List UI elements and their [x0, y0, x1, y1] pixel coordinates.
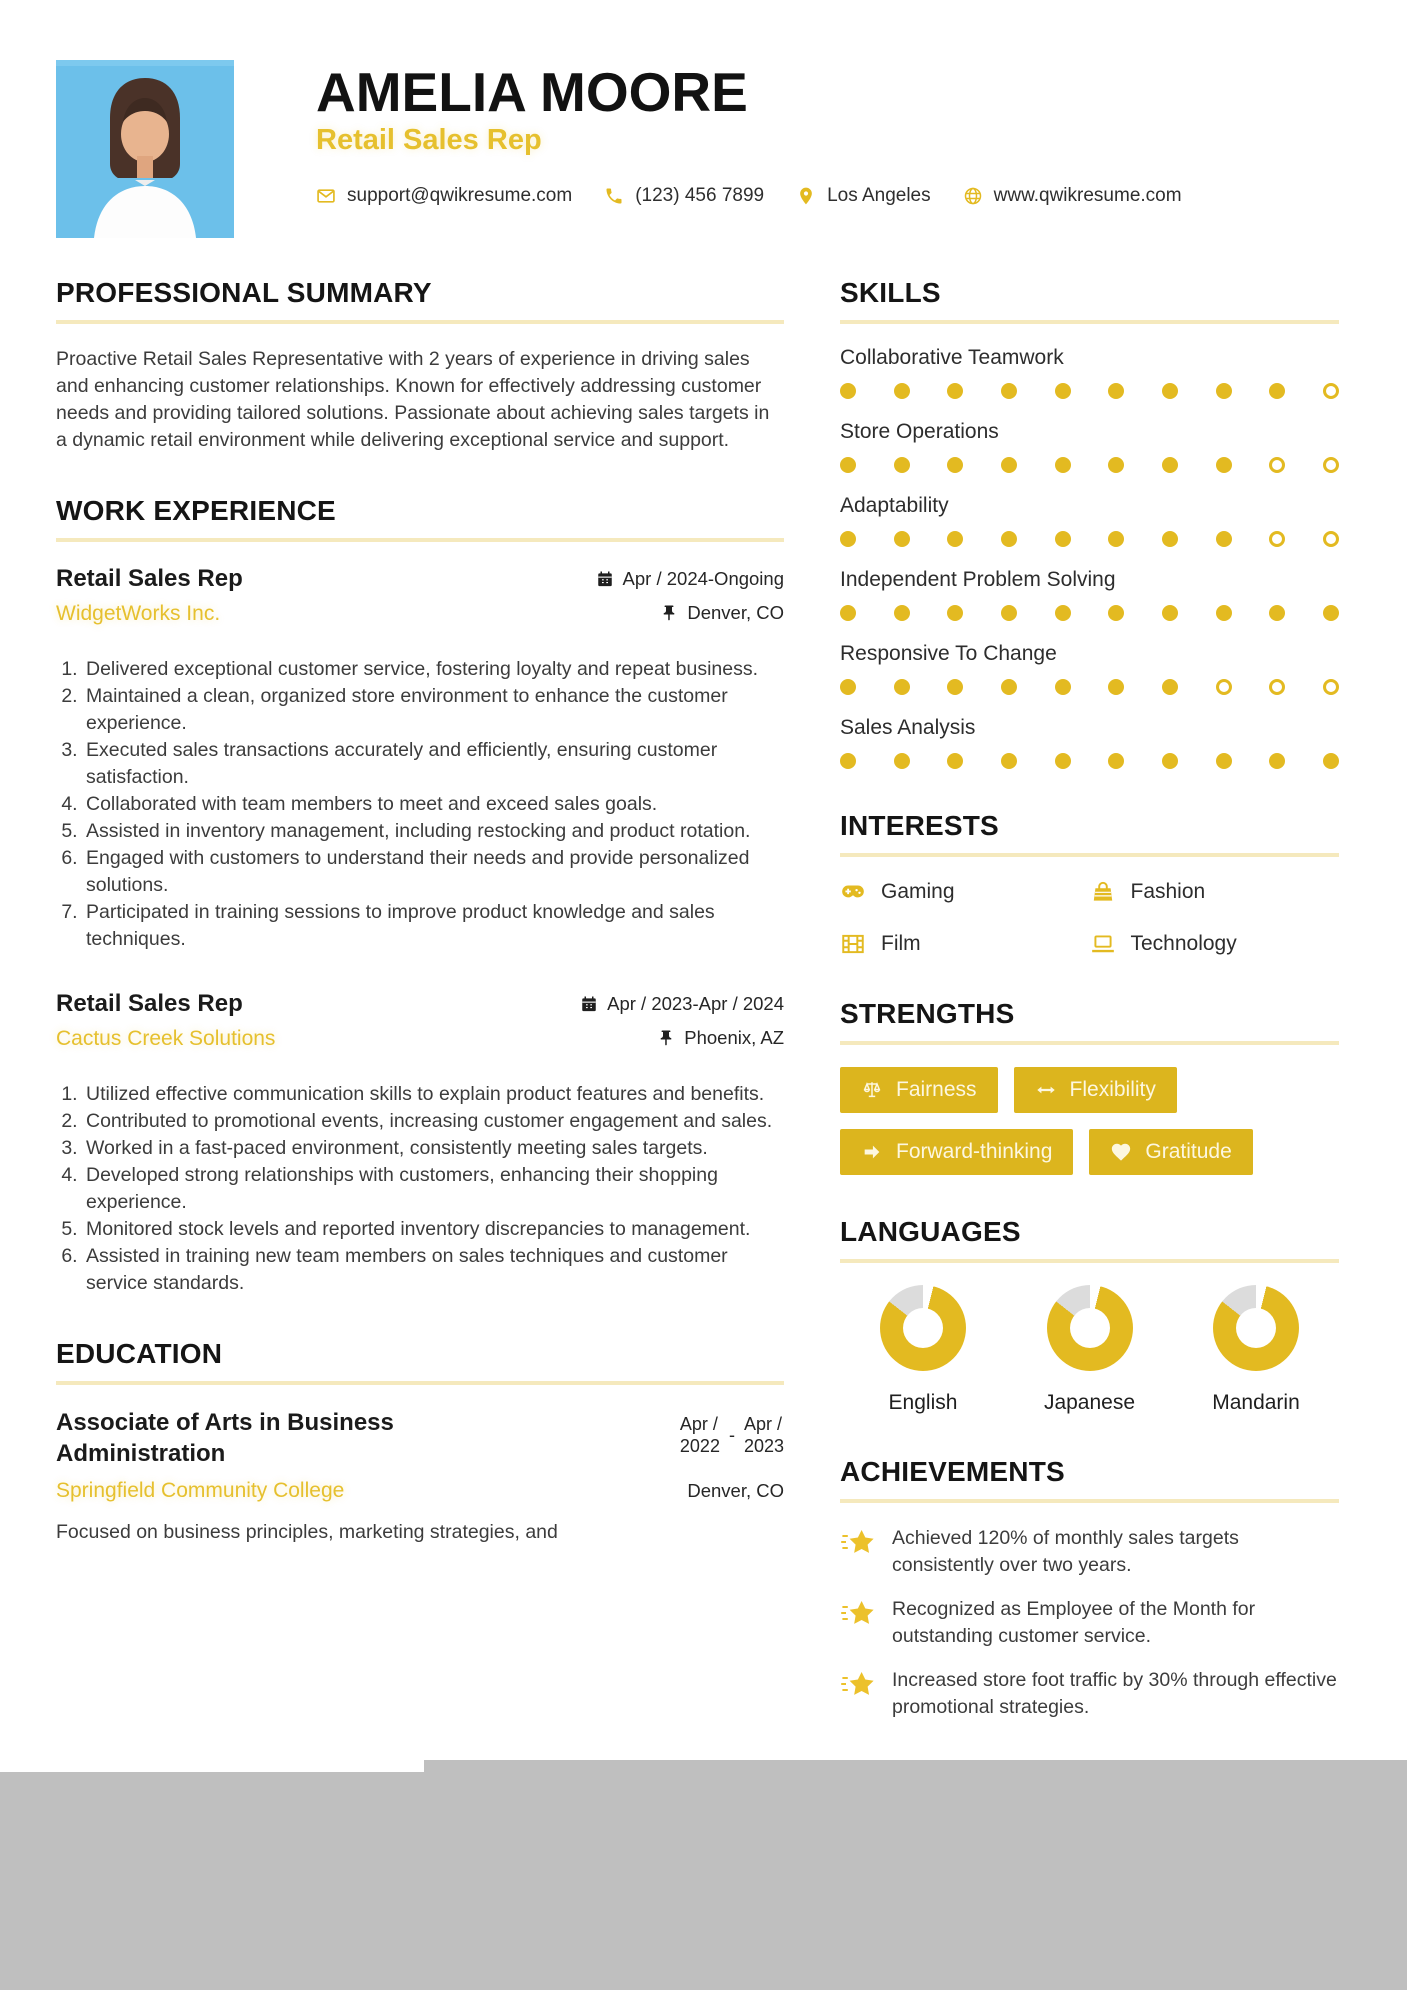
laptop-icon: [1090, 931, 1116, 957]
section-strengths: [840, 999, 1339, 1175]
skill-dot: [1001, 457, 1017, 473]
skill-dot: [1269, 753, 1285, 769]
section-title: SKILLS: [840, 277, 941, 308]
skill-item: [840, 346, 1339, 399]
page-cutoff-strip: [424, 1760, 1407, 1773]
job-date: [596, 568, 784, 590]
skill-dot: [894, 753, 910, 769]
skill-name: Collaborative Teamwork: [840, 346, 1064, 369]
skill-dot: [894, 531, 910, 547]
job-date: [580, 993, 784, 1015]
skill-dot: [1162, 383, 1178, 399]
skill-dot: [1216, 383, 1232, 399]
job-bullet: 2. Contributed to promotional events, increasing customer engagement and sales.: [83, 1108, 784, 1135]
skill-dot: [894, 605, 910, 621]
skill-item: [840, 420, 1339, 473]
skill-dot: [1108, 531, 1124, 547]
language-item: [848, 1285, 998, 1415]
skill-dot: [1269, 531, 1285, 547]
interest-list: [840, 879, 1339, 957]
job-list: [56, 564, 784, 1297]
skill-dot: [1162, 605, 1178, 621]
profile-photo: [56, 60, 234, 238]
section-rule: [56, 320, 784, 324]
job-header: [56, 564, 784, 636]
job-location: [580, 1027, 784, 1049]
skill-dot: [1323, 753, 1339, 769]
phone-icon: [604, 186, 624, 206]
contact-item[interactable]: [963, 185, 1182, 207]
section-title: WORK EXPERIENCE: [56, 495, 336, 526]
skill-dots: [840, 753, 1339, 769]
section-title: ACHIEVEMENTS: [840, 1456, 1065, 1487]
strength-badge: [1089, 1129, 1252, 1175]
skill-dots: [840, 531, 1339, 547]
pushpin-icon: [657, 1029, 675, 1047]
job-title-block: [56, 564, 243, 626]
resume-header: [0, 0, 1407, 238]
section-rule: [840, 1259, 1339, 1263]
section-title: PROFESSIONAL SUMMARY: [56, 277, 432, 308]
section-professional-summary: [56, 278, 784, 454]
strength-badge: [840, 1129, 1073, 1175]
section-title: LANGUAGES: [840, 1216, 1021, 1247]
achievement-item: [840, 1525, 1339, 1579]
gamepad-icon: [840, 879, 866, 905]
skill-dot: [1216, 605, 1232, 621]
job-company: Cactus Creek Solutions: [56, 1027, 276, 1050]
contact-item[interactable]: [316, 185, 572, 207]
section-rule: [840, 1041, 1339, 1045]
job-bullet: 5. Assisted in inventory management, including restocking and product rotation.: [83, 818, 784, 845]
education-degree: Associate of Arts in Business Administration: [56, 1409, 394, 1467]
skill-dot: [1269, 679, 1285, 695]
job-date-text: Apr / 2023-Apr / 2024: [607, 993, 784, 1014]
skill-name: Adaptability: [840, 494, 949, 517]
skill-dot: [1001, 679, 1017, 695]
candidate-name: AMELIA MOORE: [316, 61, 748, 123]
section-rule: [840, 853, 1339, 857]
interest-item: [840, 931, 1090, 957]
skill-dot: [1323, 383, 1339, 399]
skill-dot: [1001, 531, 1017, 547]
section-languages: [840, 1217, 1339, 1415]
section-rule: [840, 1499, 1339, 1503]
arrow-right-icon: [861, 1141, 883, 1163]
skill-item: [840, 642, 1339, 695]
skill-dot: [1055, 531, 1071, 547]
skill-dot: [1162, 679, 1178, 695]
globe-icon: [963, 186, 983, 206]
achievement-item: [840, 1596, 1339, 1650]
skill-dot: [1108, 383, 1124, 399]
skill-dot: [1108, 679, 1124, 695]
skill-dots: [840, 457, 1339, 473]
job-bullet: 2. Maintained a clean, organized store environment to enhance the customer experience.: [83, 683, 784, 737]
language-list: [840, 1285, 1339, 1415]
language-item: [1015, 1285, 1165, 1415]
job-title: Retail Sales Rep: [56, 565, 243, 592]
contact-text: support@qwikresume.com: [347, 185, 573, 206]
calendar-icon: [580, 995, 598, 1013]
section-title: EDUCATION: [56, 1338, 223, 1369]
education-location: [660, 1480, 784, 1502]
education-school-row: [56, 1479, 784, 1503]
job-meta: [596, 564, 784, 636]
job-title: Retail Sales Rep: [56, 990, 243, 1017]
job-bullet: 6. Engaged with customers to understand their needs and provide personalized solutions.: [83, 845, 784, 899]
contact-text: (123) 456 7899: [635, 185, 765, 206]
section-education: [56, 1339, 784, 1546]
job-meta: [580, 989, 784, 1061]
skill-dot: [894, 457, 910, 473]
arrows-icon: [1035, 1079, 1057, 1101]
strength-label: Forward-thinking: [896, 1140, 1053, 1163]
job-company: WidgetWorks Inc.: [56, 602, 221, 625]
star-burst-icon: [840, 1527, 876, 1557]
left-column: [56, 278, 784, 1763]
job-bullet: 5. Monitored stock levels and reported inventory discrepancies to management.: [83, 1216, 784, 1243]
achievement-text: Increased store foot traffic by 30% through effective promotional strategies.: [892, 1669, 1337, 1718]
mail-icon: [316, 186, 336, 206]
skill-name: Independent Problem Solving: [840, 568, 1116, 591]
section-achievements: [840, 1457, 1339, 1721]
heart-icon: [1110, 1141, 1132, 1163]
education-date-to: Apr /: [743, 1414, 782, 1434]
skill-dot: [1269, 457, 1285, 473]
location-icon: [796, 186, 816, 206]
job-bullet-list: [56, 656, 784, 953]
profile-photo-illustration: [56, 60, 234, 238]
education-description: Focused on business principles, marketing strategies, and: [56, 1521, 558, 1543]
strength-badge: [1014, 1067, 1177, 1113]
skill-dot: [1216, 679, 1232, 695]
skill-dot: [947, 679, 963, 695]
skill-dot: [1108, 457, 1124, 473]
skill-dot: [1216, 457, 1232, 473]
strength-label: Flexibility: [1069, 1078, 1156, 1101]
interest-label: Fashion: [1130, 880, 1206, 903]
interest-label: Film: [881, 932, 921, 955]
skill-dot: [1269, 605, 1285, 621]
achievement-text: Recognized as Employee of the Month for outstanding customer service.: [892, 1598, 1256, 1647]
contact-text: www.qwikresume.com: [993, 185, 1182, 206]
language-item: [1181, 1285, 1331, 1415]
education-school: Springfield Community College: [56, 1479, 345, 1502]
skill-dots: [840, 605, 1339, 621]
job-bullet: 4. Collaborated with team members to meet and exceed sales goals.: [83, 791, 784, 818]
skill-dots: [840, 679, 1339, 695]
education-date-from: Apr /: [679, 1414, 718, 1434]
skill-name: Responsive To Change: [840, 642, 1057, 665]
section-work-experience: [56, 496, 784, 1297]
language-label: Mandarin: [1212, 1391, 1300, 1414]
interest-item: [1090, 879, 1340, 905]
scales-icon: [861, 1079, 883, 1101]
education-dates: [653, 1407, 784, 1457]
job-bullet: 6. Assisted in training new team members on sales techniques and customer service standards.: [83, 1243, 784, 1297]
job-location-text: Denver, CO: [687, 602, 784, 623]
skill-dot: [840, 605, 856, 621]
skill-dot: [1055, 753, 1071, 769]
job-title-block: [56, 989, 275, 1051]
job-bullet: 3. Executed sales transactions accurately and efficiently, ensuring customer satisfaction.: [83, 737, 784, 791]
achievement-text: Achieved 120% of monthly sales targets consistently over two years.: [892, 1527, 1239, 1576]
skill-dot: [1323, 531, 1339, 547]
star-burst-icon: [840, 1598, 876, 1628]
skill-dot: [947, 605, 963, 621]
education-date-from-year: 2022: [679, 1436, 720, 1456]
pushpin-icon: [660, 604, 678, 622]
job-bullet: 4. Developed strong relationships with customers, enhancing their shopping experience.: [83, 1162, 784, 1216]
resume-columns: [0, 278, 1407, 1763]
skill-dot: [840, 679, 856, 695]
contact-item: [604, 185, 764, 207]
interest-item: [840, 879, 1090, 905]
right-column: [840, 278, 1339, 1763]
section-skills: [840, 278, 1339, 769]
skill-item: [840, 568, 1339, 621]
pushpin-icon: [660, 1482, 678, 1500]
film-icon: [840, 931, 866, 957]
skill-dot: [1269, 383, 1285, 399]
language-donut: [1047, 1285, 1133, 1371]
job-bullet: 1. Delivered exceptional customer service, fostering loyalty and repeat business.: [83, 656, 784, 683]
skill-dot: [1001, 383, 1017, 399]
job-bullet: 7. Participated in training sessions to improve product knowledge and sales techniques.: [83, 899, 784, 953]
handbag-icon: [1090, 879, 1116, 905]
skill-list: [840, 346, 1339, 769]
job-location: [596, 602, 784, 624]
skill-dot: [1001, 605, 1017, 621]
section-title: STRENGTHS: [840, 998, 1015, 1029]
skill-name: Store Operations: [840, 420, 999, 443]
skill-dot: [1055, 383, 1071, 399]
interest-label: Gaming: [881, 880, 955, 903]
summary-text: Proactive Retail Sales Representative with 2 years of experience in driving sales and enhancing customer relationships. Known for effectively addressing customer needs and providing tailored solutions. Passionate about achieving sales targets in a dynamic retail environment while delivering exceptional service and support.: [56, 348, 770, 451]
skill-dot: [1323, 679, 1339, 695]
skill-dot: [1323, 457, 1339, 473]
job-date-text: Apr / 2024-Ongoing: [622, 568, 784, 589]
section-title: INTERESTS: [840, 810, 999, 841]
star-burst-icon: [840, 1669, 876, 1699]
education-date-to-year: 2023: [743, 1436, 784, 1456]
achievement-item: [840, 1667, 1339, 1721]
job-bullet-list: [56, 1081, 784, 1297]
strength-list: [840, 1067, 1339, 1175]
contact-row: [316, 185, 1182, 207]
skill-dot: [1162, 531, 1178, 547]
skill-dot: [840, 457, 856, 473]
language-donut: [880, 1285, 966, 1371]
language-label: English: [888, 1391, 958, 1414]
job-entry: [56, 564, 784, 953]
contact-text: Los Angeles: [827, 185, 931, 206]
job-entry: [56, 989, 784, 1297]
skill-dot: [840, 753, 856, 769]
skill-dot: [894, 383, 910, 399]
skill-dot: [947, 531, 963, 547]
calendar-icon: [653, 1426, 671, 1444]
skill-dot: [947, 457, 963, 473]
skill-dot: [840, 383, 856, 399]
strength-badge: [840, 1067, 998, 1113]
skill-dot: [1055, 457, 1071, 473]
interest-item: [1090, 931, 1340, 957]
skill-dot: [1162, 457, 1178, 473]
skill-dot: [894, 679, 910, 695]
strength-label: Fairness: [896, 1078, 977, 1101]
skill-dot: [1055, 605, 1071, 621]
education-location-text: Denver, CO: [687, 1480, 784, 1501]
strength-label: Gratitude: [1145, 1140, 1232, 1163]
skill-dot: [1162, 753, 1178, 769]
section-rule: [56, 538, 784, 542]
job-bullet: 3. Worked in a fast-paced environment, consistently meeting sales targets.: [83, 1135, 784, 1162]
skill-dot: [1323, 605, 1339, 621]
skill-dot: [1108, 753, 1124, 769]
achievement-list: [840, 1525, 1339, 1721]
skill-name: Sales Analysis: [840, 716, 976, 739]
skill-dot: [947, 383, 963, 399]
section-interests: [840, 811, 1339, 957]
interest-label: Technology: [1130, 932, 1237, 955]
job-header: [56, 989, 784, 1061]
job-location-text: Phoenix, AZ: [684, 1027, 784, 1048]
skill-dot: [1216, 753, 1232, 769]
skill-item: [840, 716, 1339, 769]
header-text: [316, 60, 1182, 238]
skill-item: [840, 494, 1339, 547]
skill-dot: [1055, 679, 1071, 695]
skill-dot: [947, 753, 963, 769]
calendar-icon: [596, 570, 614, 588]
education-date-separator: -: [728, 1424, 735, 1445]
skill-dot: [840, 531, 856, 547]
section-rule: [56, 1381, 784, 1385]
education-entry: [56, 1407, 784, 1469]
contact-item: [796, 185, 931, 207]
language-donut: [1213, 1285, 1299, 1371]
candidate-job-title: Retail Sales Rep: [316, 124, 542, 156]
skill-dots: [840, 383, 1339, 399]
skill-dot: [1001, 753, 1017, 769]
section-rule: [840, 320, 1339, 324]
job-bullet: 1. Utilized effective communication skills to explain product features and benefits.: [83, 1081, 784, 1108]
skill-dot: [1216, 531, 1232, 547]
skill-dot: [1108, 605, 1124, 621]
language-label: Japanese: [1043, 1391, 1136, 1414]
